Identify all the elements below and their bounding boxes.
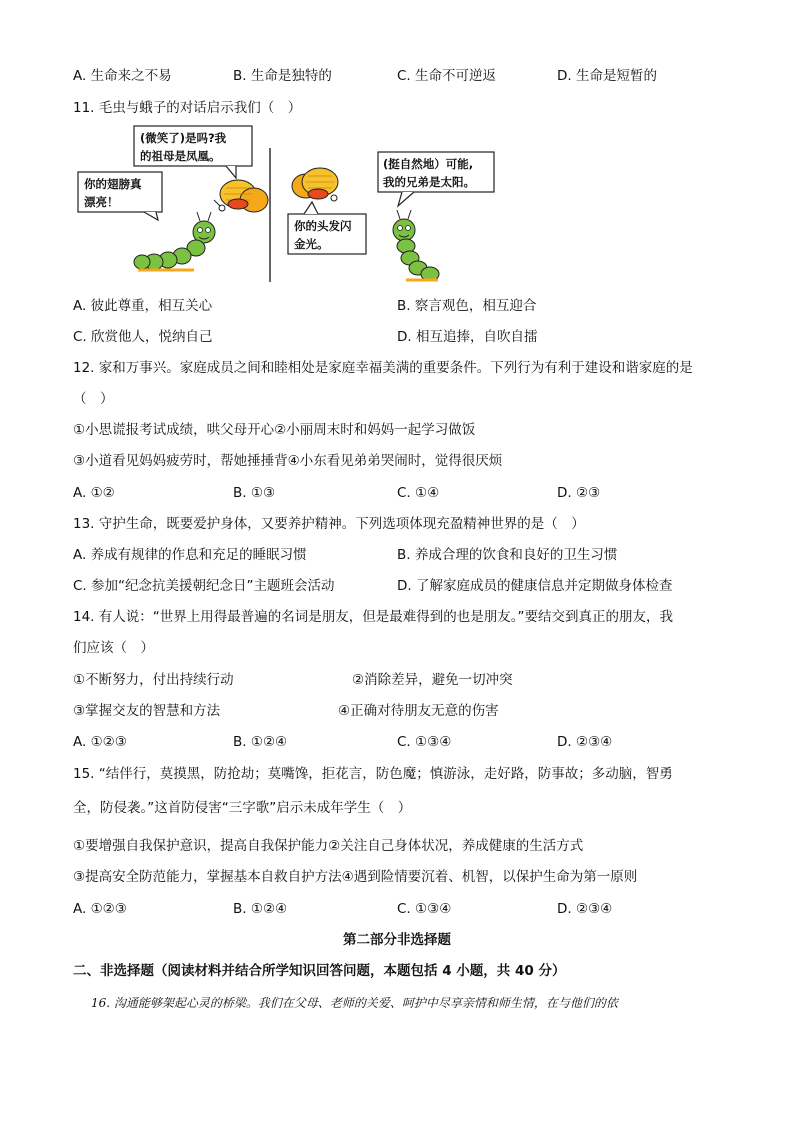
q12-option-b: B. ①③ xyxy=(233,485,276,501)
right-caterpillar-text-2: 我的兄弟是太阳。 xyxy=(383,175,475,189)
moth-icon xyxy=(292,168,338,201)
right-moth-text-1: 你的头发闪 xyxy=(294,219,352,233)
q11-option-d: D. 相互追捧，自吹自擂 xyxy=(397,329,538,345)
left-caterpillar-text-1: 你的翅膀真 xyxy=(84,177,142,191)
right-moth-speech-bubble xyxy=(288,202,366,254)
caterpillar-icon xyxy=(134,212,215,270)
right-caterpillar-speech-bubble xyxy=(378,152,494,206)
q14-item-1: ①不断努力，付出持续行动 xyxy=(73,672,234,688)
q11-option-c: C. 欣赏他人，悦纳自己 xyxy=(73,329,213,345)
q14-item-3: ③掌握交友的智慧和方法 xyxy=(73,703,221,719)
part2-title: 第二部分非选择题 xyxy=(343,932,451,948)
q12-item-1: ①小思谎报考试成绩，哄父母开心②小丽周末时和妈妈一起学习做饭 xyxy=(73,422,476,438)
q12-option-a: A. ①② xyxy=(73,485,115,501)
moth-icon xyxy=(214,180,268,212)
q16-start: 16. 沟通能够架起心灵的桥梁。我们在父母、老师的关爱、呵护中尽享亲情和师生情，在与他们的依 xyxy=(91,996,618,1010)
q10-option-d: D. 生命是短暂的 xyxy=(557,68,657,84)
q14-option-b: B. ①②④ xyxy=(233,734,288,750)
left-moth-text-1: (微笑了)是吗?我 xyxy=(140,131,227,145)
q12-option-d: D. ②③ xyxy=(557,485,601,501)
q11-option-b: B. 察言观色，相互迎合 xyxy=(397,298,537,314)
q15-option-d: D. ②③④ xyxy=(557,901,613,917)
q15-item-1: ①要增强自我保护意识，提高自我保护能力②关注自己身体状况，养成健康的生活方式 xyxy=(73,838,584,854)
q11-option-a: A. 彼此尊重，相互关心 xyxy=(73,298,213,314)
q13-option-d: D. 了解家庭成员的健康信息并定期做身体检查 xyxy=(397,578,673,594)
q12-stem-cont: （ ） xyxy=(73,391,114,407)
q10-option-b: B. 生命是独特的 xyxy=(233,68,332,84)
q14-option-d: D. ②③④ xyxy=(557,734,613,750)
right-moth-text-2: 金光。 xyxy=(294,237,329,251)
q10-option-c: C. 生命不可逆返 xyxy=(397,68,497,84)
q12-stem: 12. 家和万事兴。家庭成员之间和睦相处是家庭幸福美满的重要条件。下列行为有利于建设和谐家庭的是 xyxy=(73,360,693,376)
q15-item-2: ③提高安全防范能力，掌握基本自救自护方法④遇到险情要沉着、机智，以保护生命为第一原则 xyxy=(73,869,638,885)
q15-option-c: C. ①③④ xyxy=(397,901,452,917)
q13-option-a: A. 养成有规律的作息和充足的睡眠习惯 xyxy=(73,547,307,563)
q13-option-c: C. 参加“纪念抗美援朝纪念日”主题班会活动 xyxy=(73,578,335,594)
caterpillar-icon xyxy=(393,210,439,281)
left-caterpillar-text-2: 漂亮！ xyxy=(84,195,119,209)
right-caterpillar-text-1: (挺自然地）可能, xyxy=(383,157,474,171)
q14-option-c: C. ①③④ xyxy=(397,734,452,750)
q14-item-2: ②消除差异，避免一切冲突 xyxy=(352,672,513,688)
q13-stem: 13. 守护生命，既要爱护身体，又要养护精神。下列选项体现充盈精神世界的是（ ） xyxy=(73,516,585,532)
q15-option-b: B. ①②④ xyxy=(233,901,288,917)
q15-stem: 15. “结伴行，莫摸黑，防抢劫；莫嘴馋，拒花言，防色魔；慎游泳，走好路，防事故；多动脑，智勇 xyxy=(73,766,673,782)
q14-item-4: ④正确对待朋友无意的伤害 xyxy=(338,703,499,719)
q15-option-a: A. ①②③ xyxy=(73,901,127,917)
q14-stem: 14. 有人说：“世界上用得最普遍的名词是朋友，但是最难得到的也是朋友。”要结交到真正的朋友，我 xyxy=(73,609,673,625)
q11-comic xyxy=(76,120,496,285)
q12-option-c: C. ①④ xyxy=(397,485,440,501)
q15-stem-cont: 全，防侵袭。”这首防侵害“三字歌”启示未成年学生（ ） xyxy=(73,800,412,816)
q14-stem-cont: 们应该（ ） xyxy=(73,640,154,656)
left-moth-speech-bubble xyxy=(134,126,252,178)
q11-stem: 11. 毛虫与蛾子的对话启示我们（ ） xyxy=(73,100,302,116)
left-moth-text-2: 的祖母是凤凰。 xyxy=(140,149,221,163)
q12-item-2: ③小道看见妈妈疲劳时，帮她捶捶背④小东看见弟弟哭闹时，觉得很厌烦 xyxy=(73,453,503,469)
q13-option-b: B. 养成合理的饮食和良好的卫生习惯 xyxy=(397,547,618,563)
q14-option-a: A. ①②③ xyxy=(73,734,127,750)
section2-heading: 二、非选择题（阅读材料并结合所学知识回答问题，本题包括 4 小题，共 40 分） xyxy=(73,963,566,979)
q10-option-a: A. 生命来之不易 xyxy=(73,68,172,84)
left-caterpillar-speech-bubble xyxy=(78,172,162,220)
